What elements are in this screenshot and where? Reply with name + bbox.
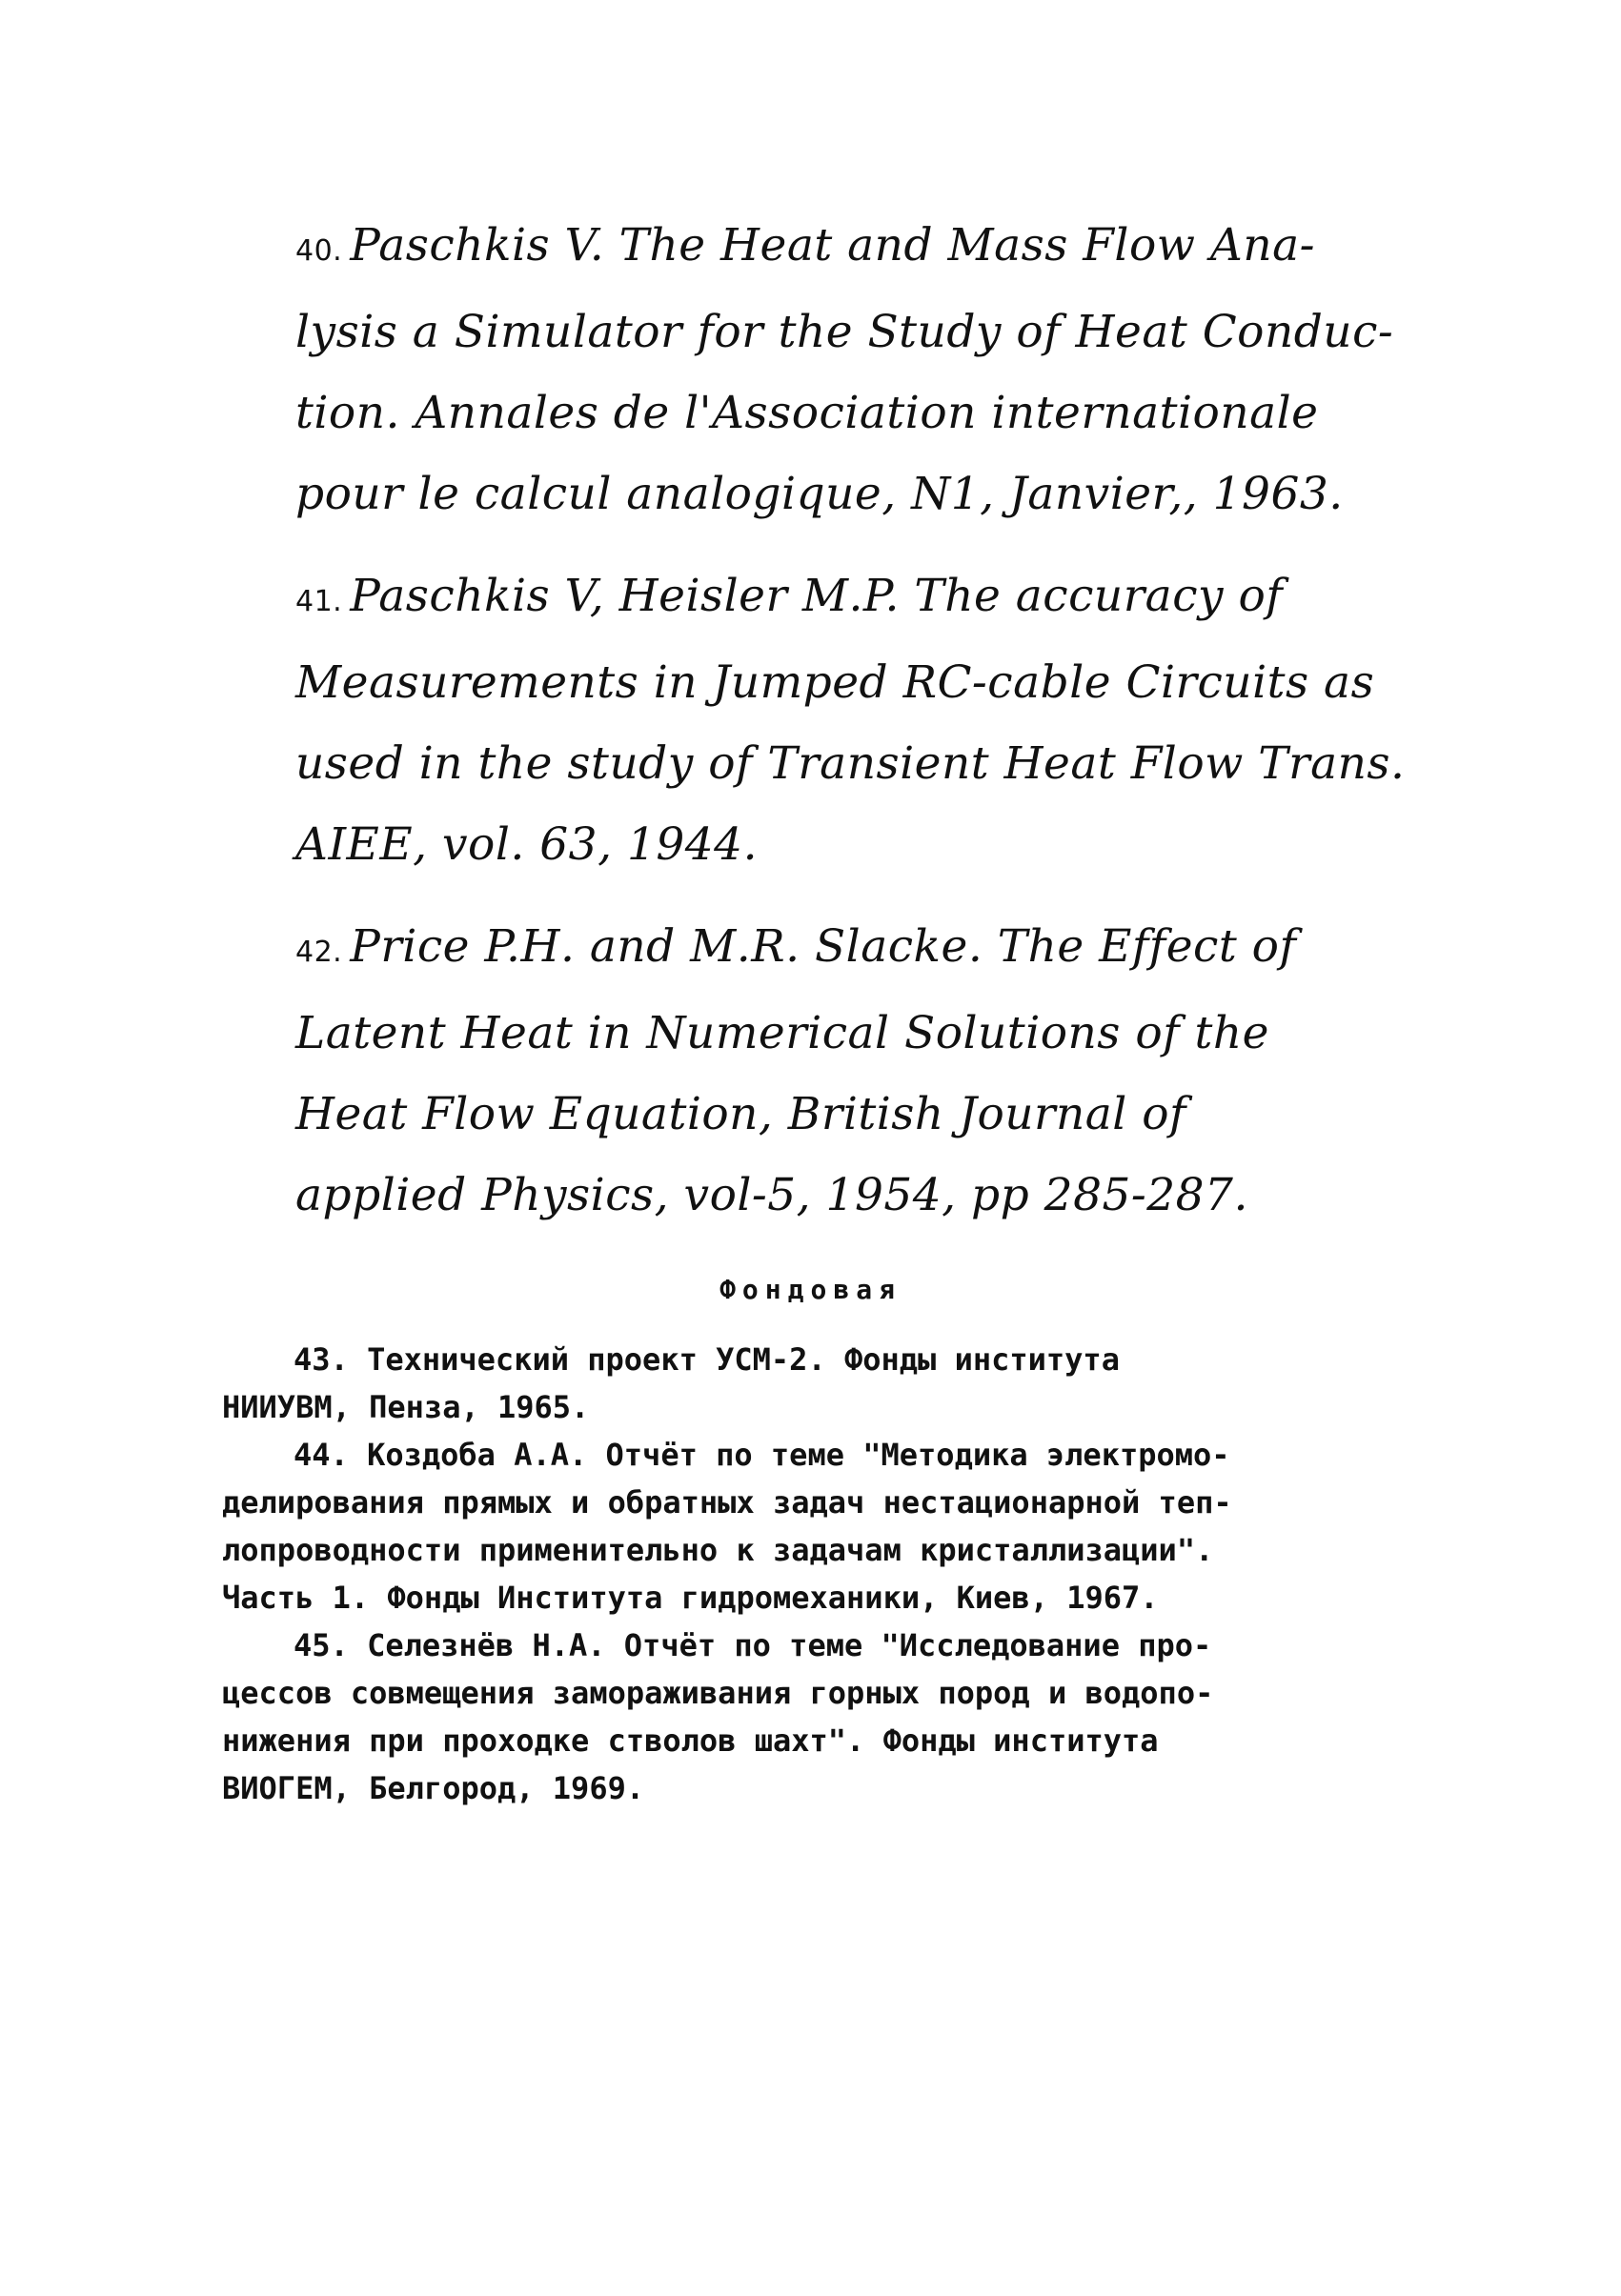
reference-line: 42. Price P.H. and M.R. Slacke. The Effect of <box>295 920 1297 973</box>
reference-line: lysis a Simulator for the Study of Heat Conduc- <box>295 306 1394 358</box>
reference-line: used in the study of Transient Heat Flow Trans. <box>295 737 1406 790</box>
reference-number: 41. <box>295 585 343 618</box>
reference-line: pour le calcul analogique, N1, Janvier,, 1963. <box>295 468 1344 520</box>
reference-line: ВИОГЕМ, Белгород, 1969. <box>222 1770 645 1806</box>
reference-line: 40. Paschkis V. The Heat and Mass Flow Ana- <box>295 219 1316 272</box>
reference-line: applied Physics, vol-5, 1954, pp 285-287. <box>295 1169 1248 1221</box>
reference-number: 42. <box>295 936 343 969</box>
reference-line: Latent Heat in Numerical Solutions of the <box>295 1007 1269 1059</box>
reference-line: tion. Annales de l'Association internationale <box>295 387 1319 439</box>
reference-line: делирования прямых и обратных задач нестационарной теп- <box>222 1484 1232 1521</box>
reference-line: 43. Технический проект УСМ-2. Фонды института <box>294 1341 1120 1378</box>
reference-45 <box>222 1621 1451 1812</box>
reference-line: AIEE, vol. 63, 1944. <box>295 818 759 871</box>
reference-line: 41. Paschkis V, Heisler M.P. The accuracy of <box>295 570 1284 622</box>
section-title: Фондовая <box>719 1274 902 1305</box>
reference-line: нижения при проходке стволов шахт". Фонды института <box>222 1722 1159 1759</box>
reference-line: Heat Flow Equation, British Journal of <box>295 1088 1186 1140</box>
handwritten-references <box>286 205 1439 1257</box>
reference-line: НИИУВМ, Пенза, 1965. <box>222 1389 590 1425</box>
reference-41 <box>286 555 1439 885</box>
reference-line: лопроводности применительно к задачам кристаллизации". <box>222 1532 1214 1568</box>
reference-44 <box>222 1431 1451 1621</box>
reference-line: Measurements in Jumped RC-cable Circuits as <box>295 656 1375 709</box>
typed-references <box>222 1336 1451 1812</box>
reference-line: 45. Селезнёв Н.А. Отчёт по теме "Исследование про- <box>294 1627 1212 1663</box>
reference-line: Часть 1. Фонды Института гидромеханики, Киев, 1967. <box>222 1580 1159 1616</box>
reference-43 <box>222 1336 1451 1431</box>
reference-line: 44. Коздоба А.А. Отчёт по теме "Методика электромо- <box>294 1437 1230 1473</box>
reference-number: 40. <box>295 234 343 268</box>
reference-line: цессов совмещения замораживания горных пород и водопо- <box>222 1675 1214 1711</box>
reference-42 <box>286 906 1439 1236</box>
reference-40 <box>286 205 1439 534</box>
